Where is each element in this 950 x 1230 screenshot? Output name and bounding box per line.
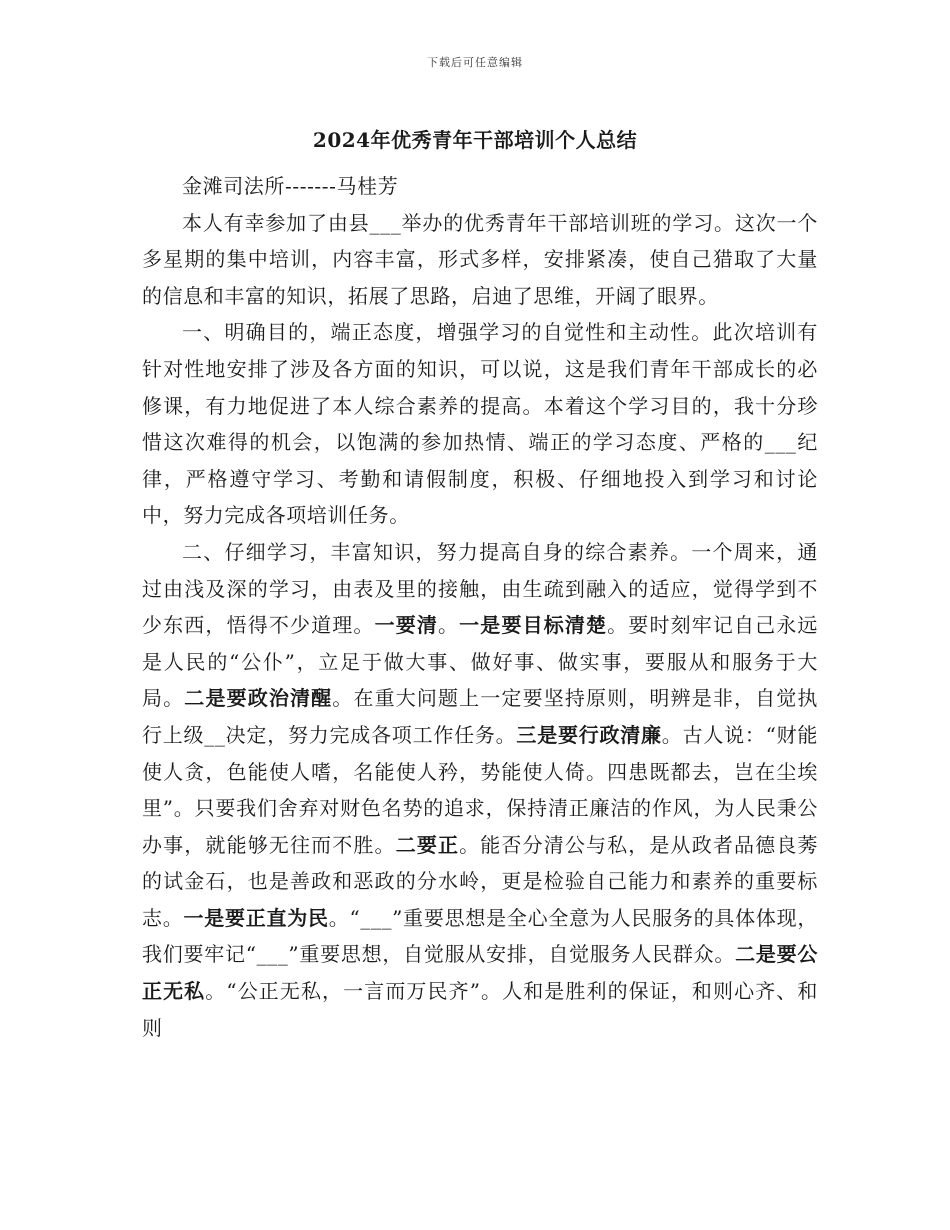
para-text: 。在重大问题上一定要坚持原则，明辨是非，自觉执行上级__决定，努力完成各项工作任务。 [142,686,819,747]
bold-heading: 一要清 [374,613,438,638]
author-line: 金滩司法所-------马桂芳 [182,174,399,198]
header-note: 下载后可任意编辑 [427,56,523,69]
paragraph-section-one: 一、明确目的，端正态度，增强学习的自觉性和主动性。此次培训有针对性地安排了涉及各方面的知识，可以说，这是我们青年干部成长的必修课，有力地促进了本人综合素养的提高。本着这个学习目的，我十分珍惜这次难得的机会，以饱满的参加热情、端正的学习态度、严格的___纪律，严格遵守学习、考勤和请假制度，积极、仔细地投入到学习和讨论中，努力完成各项培训任务。 [142,320,818,528]
paragraph-intro: 本人有幸参加了由县___举办的优秀青年干部培训班的学习。这次一个多星期的集中培训，内容丰富，形式多样，安排紧凑，使自己猎取了大量的信息和丰富的知识，拓展了思路，启迪了思维，开阔了眼界。 [142,210,818,308]
bold-heading: 三是要行政清廉 [516,722,662,747]
paragraph-section-two [142,534,818,1046]
para-text: 。要时刻牢记自己永远是人民的“公仆”，立足于做大事、做好事、做实事，要服从和服务于大局。 [142,613,819,711]
para-text: 。 [438,613,460,638]
para-text: 。“___”重要思想是全心全意为人民服务的具体体现，我们要牢记“___”重要思想，自觉服从安排，自觉服务人民群众。 [142,905,819,967]
para-text: 。能否分清公与私，是从政者品德良莠的试金石，也是善政和恶政的分水岭，更是检验自己能力和素养的重要标志。 [142,832,819,930]
document-title: 2024年优秀青年干部培训个人总结 [312,128,638,152]
bold-heading: 二要正 [395,832,460,857]
bold-heading: 一是要正直为民 [183,905,329,930]
bold-heading: 一是要目标清楚 [459,613,608,638]
para-text: 二、仔细学习，丰富知识，努力提高自身的综合素养。一个周来，通过由浅及深的学习，由表及里的接触，由生疏到融入的适应，觉得学到不少东西，悟得不少道理。 [142,539,818,638]
document-body [142,168,818,1046]
para-text: 。古人说：“财能使人贪，色能使人嗜，名能使人矜，势能使人倚。四患既都去，岂在尘埃里”。只要我们舍弃对财色名势的追求，保持清正廉洁的作风，为人民秉公办事，就能够无往而不胜。 [142,722,818,857]
bold-heading: 二是要政治清醒 [184,686,333,711]
para-text: 。“公正无私，一言而万民齐”。人和是胜利的保证，和则心齐、和则 [142,979,818,1040]
bold-heading: 二是要公正无私 [142,942,818,1004]
